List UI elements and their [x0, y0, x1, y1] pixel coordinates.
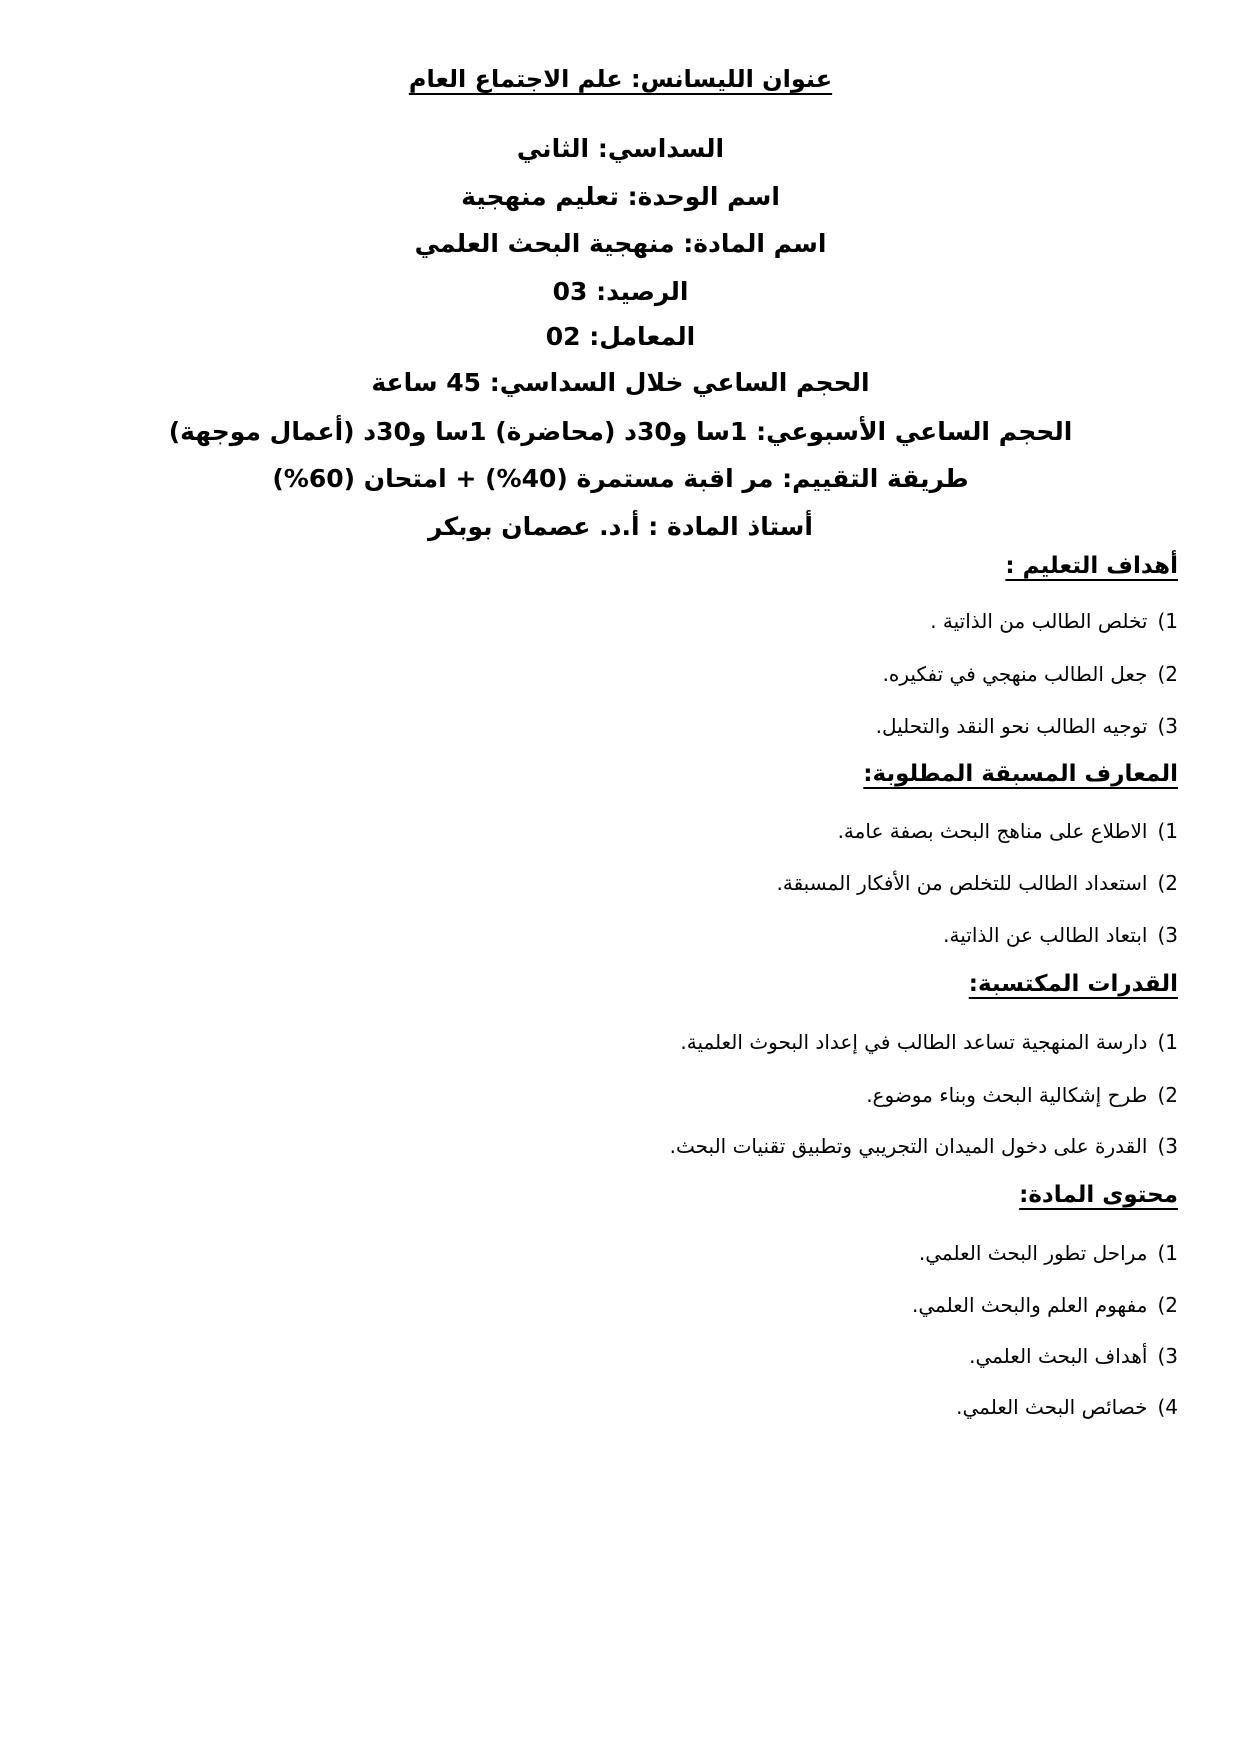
item-text: ابتعاد الطالب عن الذاتية.: [943, 923, 1148, 947]
item-number: 1): [1157, 1241, 1178, 1265]
list-item: [680, 1027, 1178, 1057]
item-text: أهداف البحث العلمي.: [969, 1344, 1148, 1368]
semester-line: السداسي: الثاني: [516, 134, 725, 163]
list-item: [883, 659, 1178, 689]
list-item: [776, 868, 1178, 898]
item-number: 1): [1157, 609, 1178, 633]
list-item: [943, 920, 1178, 950]
list-item: [838, 816, 1178, 846]
semester-hours-line: الحجم الساعي خلال السداسي: 45 ساعة: [371, 368, 870, 397]
credit-line: الرصيد: 03: [552, 277, 689, 306]
item-number: 3): [1157, 1344, 1178, 1368]
item-number: 1): [1157, 1030, 1178, 1054]
item-number: 2): [1157, 871, 1178, 895]
section-heading-course-content: محتوى المادة:: [1019, 1182, 1178, 1208]
unit-line: اسم الوحدة: تعليم منهجية: [461, 182, 780, 211]
list-item: [670, 1131, 1178, 1161]
list-item: [969, 1341, 1178, 1371]
item-text: طرح إشكالية البحث وبناء موضوع.: [866, 1083, 1148, 1107]
item-text: تخلص الطالب من الذاتية .: [930, 609, 1148, 633]
item-number: 3): [1157, 923, 1178, 947]
item-number: 2): [1157, 1293, 1178, 1317]
item-text: القدرة على دخول الميدان التجريبي وتطبيق تقنيات البحث.: [669, 1134, 1148, 1158]
section-heading-learning-goals: أهداف التعليم :: [1005, 553, 1178, 579]
section-heading-acquired-skills: القدرات المكتسبة:: [968, 971, 1178, 997]
item-text: خصائص البحث العلمي.: [956, 1395, 1148, 1419]
subject-line: اسم المادة: منهجية البحث العلمي: [414, 229, 827, 258]
item-number: 4): [1157, 1395, 1178, 1419]
section-heading-prerequisites: المعارف المسبقة المطلوبة:: [863, 761, 1178, 787]
list-item: [930, 606, 1178, 636]
evaluation-line: طريقة التقييم: مر اقبة مستمرة (40%) + امتحان (60%): [272, 464, 969, 493]
item-number: 3): [1157, 1134, 1178, 1158]
item-text: استعداد الطالب للتخلص من الأفكار المسبقة.: [776, 871, 1148, 895]
document-title: عنوان الليسانس: علم الاجتماع العام: [408, 65, 833, 93]
coefficient-line: المعامل: 02: [545, 322, 696, 351]
item-text: جعل الطالب منهجي في تفكيره.: [882, 662, 1148, 686]
item-text: مفهوم العلم والبحث العلمي.: [911, 1293, 1148, 1317]
item-number: 2): [1157, 662, 1178, 686]
weekly-hours-line: الحجم الساعي الأسبوعي: 1سا و30د (محاضرة) 1سا و30د (أعمال موجهة): [168, 417, 1073, 446]
item-text: دارسة المنهجية تساعد الطالب في إعداد البحوث العلمية.: [680, 1030, 1148, 1054]
list-item: [866, 1080, 1178, 1110]
professor-line: أستاذ المادة : أ.د. عصمان بوبكر: [428, 512, 813, 541]
item-text: توجيه الطالب نحو النقد والتحليل.: [875, 714, 1148, 738]
item-number: 2): [1157, 1083, 1178, 1107]
item-number: 3): [1157, 714, 1178, 738]
list-item: [876, 711, 1178, 741]
item-text: الاطلاع على مناهج البحث بصفة عامة.: [837, 819, 1148, 843]
item-text: مراحل تطور البحث العلمي.: [918, 1241, 1148, 1265]
item-number: 1): [1157, 819, 1178, 843]
list-item: [912, 1290, 1178, 1320]
list-item: [956, 1392, 1178, 1422]
list-item: [919, 1238, 1178, 1268]
